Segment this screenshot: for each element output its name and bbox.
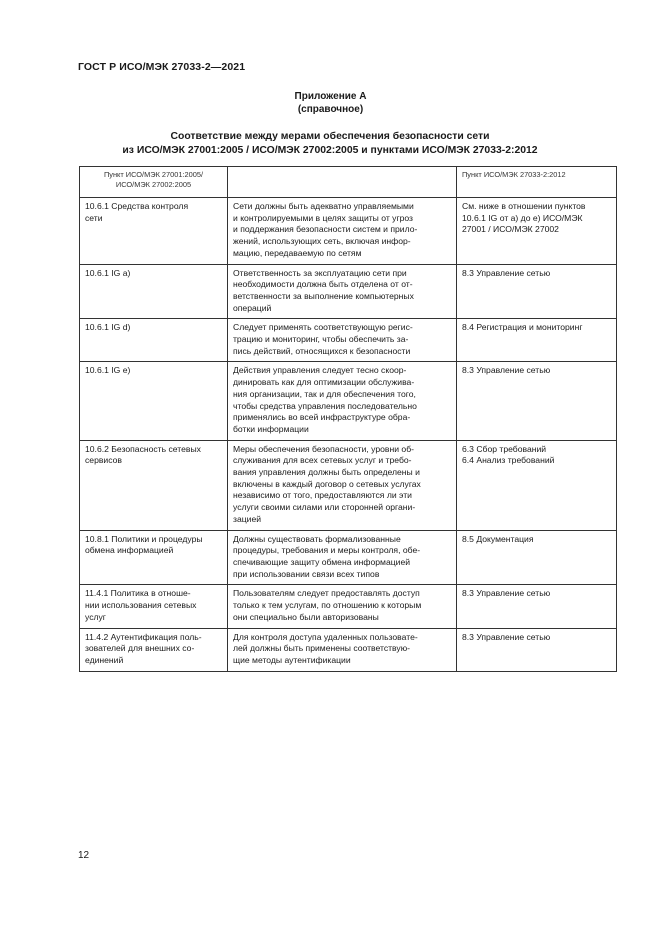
clause-cell-line: 10.8.1 Политики и процедуры [85,533,203,544]
header-col-iso27033: Пункт ИСО/МЭК 27033-2:2012 [457,167,617,198]
clause-cell [80,628,228,671]
guidance-cell-line: мацию, передаваемую по сетям [233,247,362,258]
guidance-cell-line: трацию и мониторинг, чтобы обеспечить за- [233,334,409,345]
correspondence-table [79,166,617,672]
reference-cell-line: 8.5 Документация [462,533,534,544]
table-row [80,530,617,585]
guidance-cell-line: ветственности за выполнение компьютерных [233,290,414,301]
clause-cell-line: нии использования сетевых [85,600,197,611]
reference-cell [457,585,617,628]
guidance-cell-line: Для контроля доступа удаленных пользовате- [233,631,418,642]
guidance-cell-line: Следует применять соответствующую регис- [233,322,413,333]
reference-cell-line: 8.3 Управление сетью [462,267,551,278]
reference-cell-line: 6.3 Сбор требований [462,443,547,454]
guidance-cell-line: только к тем услугам, по отношению к которым [233,600,422,611]
table-header-row [80,167,617,198]
guidance-cell-line: чтобы средства управления последовательно [233,400,417,411]
guidance-cell [228,198,457,265]
guidance-cell-line: щие методы аутентификации [233,654,351,665]
table-row [80,362,617,440]
guidance-cell-line: и поддержания безопасности систем и прило- [233,224,418,235]
clause-cell-line: 10.6.2 Безопасность сетевых [85,443,201,454]
guidance-cell-line: и контролируемыми в целях защиты от угроз [233,212,413,223]
guidance-cell-line: Ответственность за эксплуатацию сети при [233,267,407,278]
clause-cell-line: услуг [85,611,106,622]
clause-cell-line: 10.6.1 IG a) [85,267,131,278]
reference-cell [457,530,617,585]
clause-cell-line: 10.6.1 IG d) [85,322,131,333]
clause-cell [80,362,228,440]
table-body [80,198,617,672]
guidance-cell-line: спечивающие защиту обмена информацией [233,556,411,567]
clause-cell [80,585,228,628]
reference-cell [457,628,617,671]
clause-cell [80,530,228,585]
table-caption-line: из ИСО/МЭК 27001:2005 / ИСО/МЭК 27002:2005 и пунктами ИСО/МЭК 27033-2:2012 [122,145,538,156]
table-row [80,628,617,671]
guidance-cell-line: при использовании связи всех типов [233,568,380,579]
reference-cell-line: 6.4 Анализ требований [462,455,555,466]
guidance-cell-line: они специально были авторизованы [233,611,379,622]
clause-cell-line: зователей для внешних со- [85,643,195,654]
guidance-cell [228,362,457,440]
reference-cell-line: 10.6.1 IG от а) до е) ИСО/МЭК [462,212,583,223]
clause-cell-line: 10.6.1 Средства контроля [85,201,189,211]
guidance-cell-line: Пользователям следует предоставлять доступ [233,588,420,599]
clause-cell [80,440,228,530]
reference-cell-line: 8.4 Регистрация и мониторинг [462,322,583,333]
clause-cell [80,319,228,362]
guidance-cell-line: ботки информации [233,423,309,434]
reference-cell [457,362,617,440]
table-row [80,264,617,319]
table-row [80,198,617,265]
guidance-cell-line: Должны существовать формализованные [233,533,401,544]
guidance-cell [228,319,457,362]
clause-cell [80,264,228,319]
header-col-guidance [228,167,457,198]
clause-cell-line: 11.4.2 Аутентификация поль- [85,631,202,642]
guidance-cell-line: ния организации, так и для обеспечения того, [233,388,416,399]
clause-cell-line: сети [85,212,103,223]
clause-cell-line: 10.6.1 IG e) [85,365,131,376]
guidance-cell-line: применялись во всей инфраструктуре обра- [233,412,411,423]
table-caption [90,130,570,158]
guidance-cell-line: зацией [233,513,262,524]
guidance-cell-line: Сети должны быть адекватно управляемыми [233,201,414,211]
reference-cell-line: См. ниже в отношении пунктов [462,201,586,211]
guidance-cell-line: независимо от того, предоставляются ли эти [233,490,412,501]
table-row [80,319,617,362]
clause-cell-line: сервисов [85,455,122,466]
guidance-cell [228,264,457,319]
guidance-cell-line: услуги своими силами или сторонней органи- [233,502,416,513]
guidance-cell-line: необходимости должна быть отделена от от- [233,279,413,290]
guidance-cell-line: лей должны быть применены соответствую- [233,643,411,654]
guidance-cell [228,585,457,628]
guidance-cell [228,440,457,530]
guidance-cell-line: операций [233,302,272,313]
guidance-cell-line: служивания для всех сетевых услуг и требо- [233,455,412,466]
table-caption-line: Соответствие между мерами обеспечения безопасности сети [170,131,490,142]
reference-cell-line: 27001 / ИСО/МЭК 27002 [462,224,559,235]
appendix-subtitle: (справочное) [297,104,364,115]
clause-cell-line: единений [85,654,124,665]
reference-cell-line: 8.3 Управление сетью [462,365,551,376]
page-number: 12 [78,850,90,861]
reference-cell-line: 8.3 Управление сетью [462,631,551,642]
reference-cell-line: 8.3 Управление сетью [462,588,551,599]
clause-cell-line: 11.4.1 Политика в отноше- [85,588,191,599]
table-row [80,585,617,628]
guidance-cell-line: пись действий, относящихся к безопасности [233,345,411,356]
appendix-title: Приложение А [294,91,367,102]
reference-cell [457,319,617,362]
clause-cell [80,198,228,265]
document-code-header: ГОСТ Р ИСО/МЭК 27033-2—2021 [78,61,246,73]
header-col-iso27001: Пункт ИСО/МЭК 27001:2005/ ИСО/МЭК 27002:2005 [80,167,228,198]
reference-cell [457,198,617,265]
table-row [80,440,617,530]
clause-cell-line: обмена информацией [85,545,174,556]
guidance-cell-line: Меры обеспечения безопасности, уровни об- [233,443,414,454]
guidance-cell-line: процедуры, требования и меры контроля, обе- [233,545,421,556]
guidance-cell [228,628,457,671]
guidance-cell-line: вания управления должны быть определены и [233,467,420,478]
guidance-cell-line: Действия управления следует тесно скоор- [233,365,407,376]
guidance-cell [228,530,457,585]
reference-cell [457,440,617,530]
guidance-cell-line: жений, использующих сеть, включая инфор- [233,236,411,247]
guidance-cell-line: динировать как для оптимизации обслужива- [233,377,415,388]
guidance-cell-line: включены в каждый договор о сетевых услугах [233,478,421,489]
reference-cell [457,264,617,319]
